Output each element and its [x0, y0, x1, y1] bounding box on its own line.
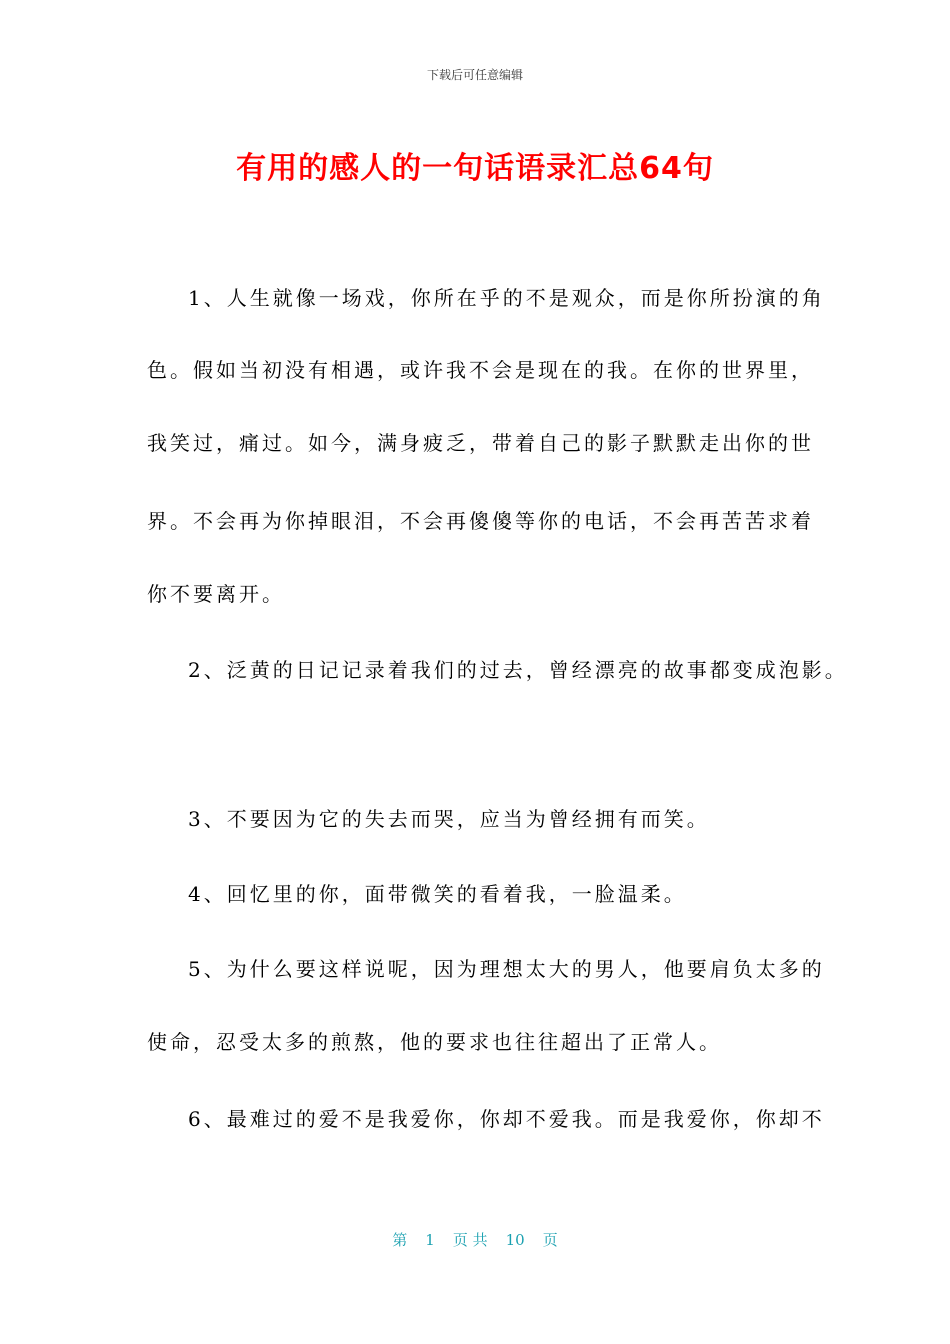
page-footer — [0, 1229, 950, 1250]
header-note: 下载后可任意编辑 — [426, 68, 523, 82]
page-number: 1 — [425, 1231, 435, 1249]
paragraph-line: 1、人生就像一场戏，你所在乎的不是观众，而是你所扮演的角 — [188, 286, 825, 310]
paragraph-line: 你不要离开。 — [147, 582, 285, 606]
footer-prefix: 第 — [392, 1231, 408, 1249]
footer-suffix: 页 — [542, 1231, 558, 1249]
footer-middle: 页 共 — [452, 1231, 488, 1249]
paragraph-line: 3、不要因为它的失去而哭，应当为曾经拥有而笑。 — [188, 807, 710, 831]
paragraph-line: 6、最难过的爱不是我爱你，你却不爱我。而是我爱你，你却不 — [188, 1107, 825, 1131]
paragraph-line: 界。不会再为你掉眼泪，不会再傻傻等你的电话，不会再苦苦求着 — [147, 509, 814, 533]
paragraph-line: 5、为什么要这样说呢，因为理想太大的男人，他要肩负太多的 — [188, 957, 825, 981]
paragraph-line: 使命，忍受太多的煎熬，他的要求也往往超出了正常人。 — [147, 1030, 722, 1054]
paragraph-line: 4、回忆里的你，面带微笑的看着我，一脸温柔。 — [188, 882, 687, 906]
paragraph-line: 色。假如当初没有相遇，或许我不会是现在的我。在你的世界里， — [147, 358, 814, 382]
total-pages: 10 — [505, 1231, 525, 1249]
document-title: 有用的感人的一句话语录汇总64句 — [236, 151, 714, 186]
paragraph-line: 2、泛黄的日记记录着我们的过去，曾经漂亮的故事都变成泡影。 — [188, 658, 848, 682]
paragraph-line: 我笑过，痛过。如今，满身疲乏，带着自己的影子默默走出你的世 — [147, 431, 814, 455]
